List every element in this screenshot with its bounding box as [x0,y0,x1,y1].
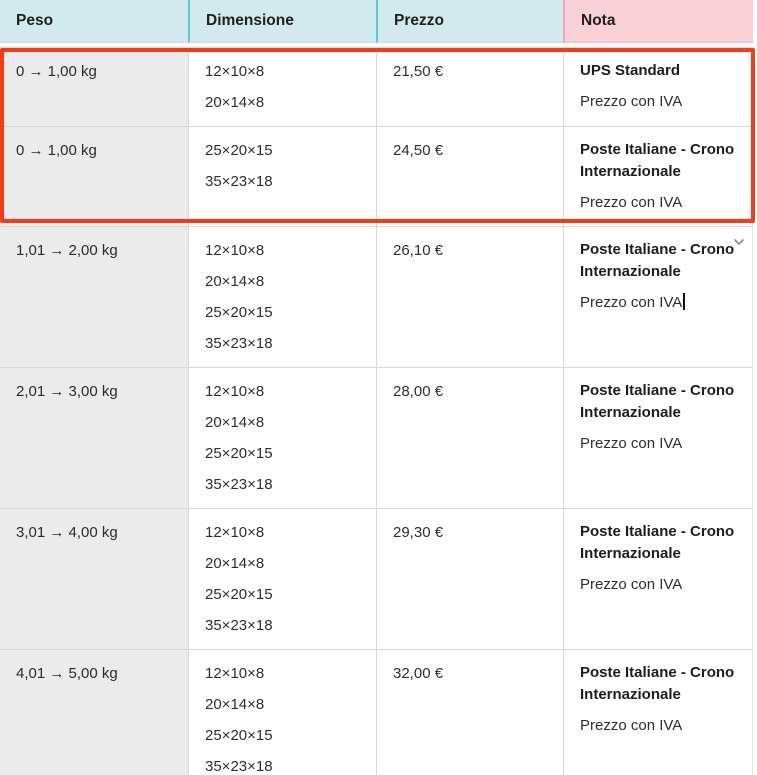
peso-cell[interactable]: 3,01 → 4,00 kg [0,509,188,649]
prezzo-cell[interactable]: 26,10 € [376,227,563,367]
dimension-value: 35×23×18 [205,173,273,190]
dimension-value: 35×23×18 [205,476,273,493]
dimension-value: 25×20×15 [205,586,273,603]
dimension-value: 20×14×8 [205,94,265,111]
text-cursor [683,293,685,310]
nota-subtext [580,714,736,737]
dimension-value: 12×10×8 [205,524,265,541]
nota-title: Poste Italiane - Crono Internazionale [580,523,735,562]
dimension-value: 20×14×8 [205,696,265,713]
dimensione-cell[interactable] [188,227,376,367]
dimension-value: 20×14×8 [205,414,265,431]
table-row [0,509,752,650]
prezzo-cell[interactable]: 24,50 € [376,127,563,226]
dimensione-cell[interactable] [188,368,376,508]
peso-cell[interactable]: 1,01 → 2,00 kg [0,227,188,367]
nota-subtext [580,432,736,455]
nota-cell[interactable] [563,368,752,508]
table-row [0,127,752,227]
table-body [0,47,753,775]
prezzo-cell[interactable]: 32,00 € [376,650,563,775]
nota-subtext [580,573,736,596]
prezzo-cell[interactable]: 21,50 € [376,48,563,126]
table-row [0,48,752,127]
nota-title: Poste Italiane - Crono Internazionale [580,141,735,180]
dimension-value: 25×20×15 [205,304,273,321]
nota-subtext [580,191,736,214]
peso-cell[interactable]: 0 → 1,00 kg [0,48,188,126]
peso-cell[interactable]: 4,01 → 5,00 kg [0,650,188,775]
nota-title: UPS Standard [580,62,681,79]
dimension-value: 12×10×8 [205,242,265,259]
dimensione-cell[interactable] [188,127,376,226]
dimension-value: 12×10×8 [205,665,265,682]
nota-subtext-label: Prezzo con IVA [580,194,683,211]
dimension-value: 25×20×15 [205,142,273,159]
nota-title: Poste Italiane - Crono Internazionale [580,664,735,703]
nota-title: Poste Italiane - Crono Internazionale [580,382,735,421]
peso-cell[interactable]: 2,01 → 3,00 kg [0,368,188,508]
nota-subtext-label: Prezzo con IVA [580,294,683,311]
column-header-dimensione[interactable]: Dimensione [188,0,376,43]
dimension-value: 12×10×8 [205,383,265,400]
nota-subtext-label: Prezzo con IVA [580,717,683,734]
dimensione-cell[interactable] [188,48,376,126]
nota-subtext-label: Prezzo con IVA [580,576,683,593]
dimension-value: 25×20×15 [205,445,273,462]
dimension-value: 35×23×18 [205,758,273,775]
table-header-row [0,0,753,43]
dimension-value: 20×14×8 [205,273,265,290]
nota-subtext-label: Prezzo con IVA [580,93,683,110]
dimension-value: 20×14×8 [205,555,265,572]
dimension-value: 12×10×8 [205,63,265,80]
nota-cell[interactable] [563,509,752,649]
nota-subtext [580,90,736,113]
chevron-down-icon[interactable] [731,234,747,250]
nota-title: Poste Italiane - Crono Internazionale [580,241,735,280]
dimensione-cell[interactable] [188,650,376,775]
dimension-value: 25×20×15 [205,727,273,744]
dimension-value: 35×23×18 [205,617,273,634]
column-header-prezzo[interactable]: Prezzo [376,0,563,43]
column-header-peso[interactable]: Peso [0,0,188,43]
nota-subtext [580,291,736,314]
nota-cell[interactable] [563,48,752,126]
nota-cell[interactable] [563,227,752,367]
table-row [0,227,752,368]
dimensione-cell[interactable] [188,509,376,649]
nota-subtext-label: Prezzo con IVA [580,435,683,452]
peso-cell[interactable]: 0 → 1,00 kg [0,127,188,226]
prezzo-cell[interactable]: 28,00 € [376,368,563,508]
table-row [0,650,752,775]
table-row [0,368,752,509]
nota-cell[interactable] [563,650,752,775]
column-header-nota[interactable]: Nota [563,0,753,43]
dimension-value: 35×23×18 [205,335,273,352]
nota-cell[interactable] [563,127,752,226]
prezzo-cell[interactable]: 29,30 € [376,509,563,649]
